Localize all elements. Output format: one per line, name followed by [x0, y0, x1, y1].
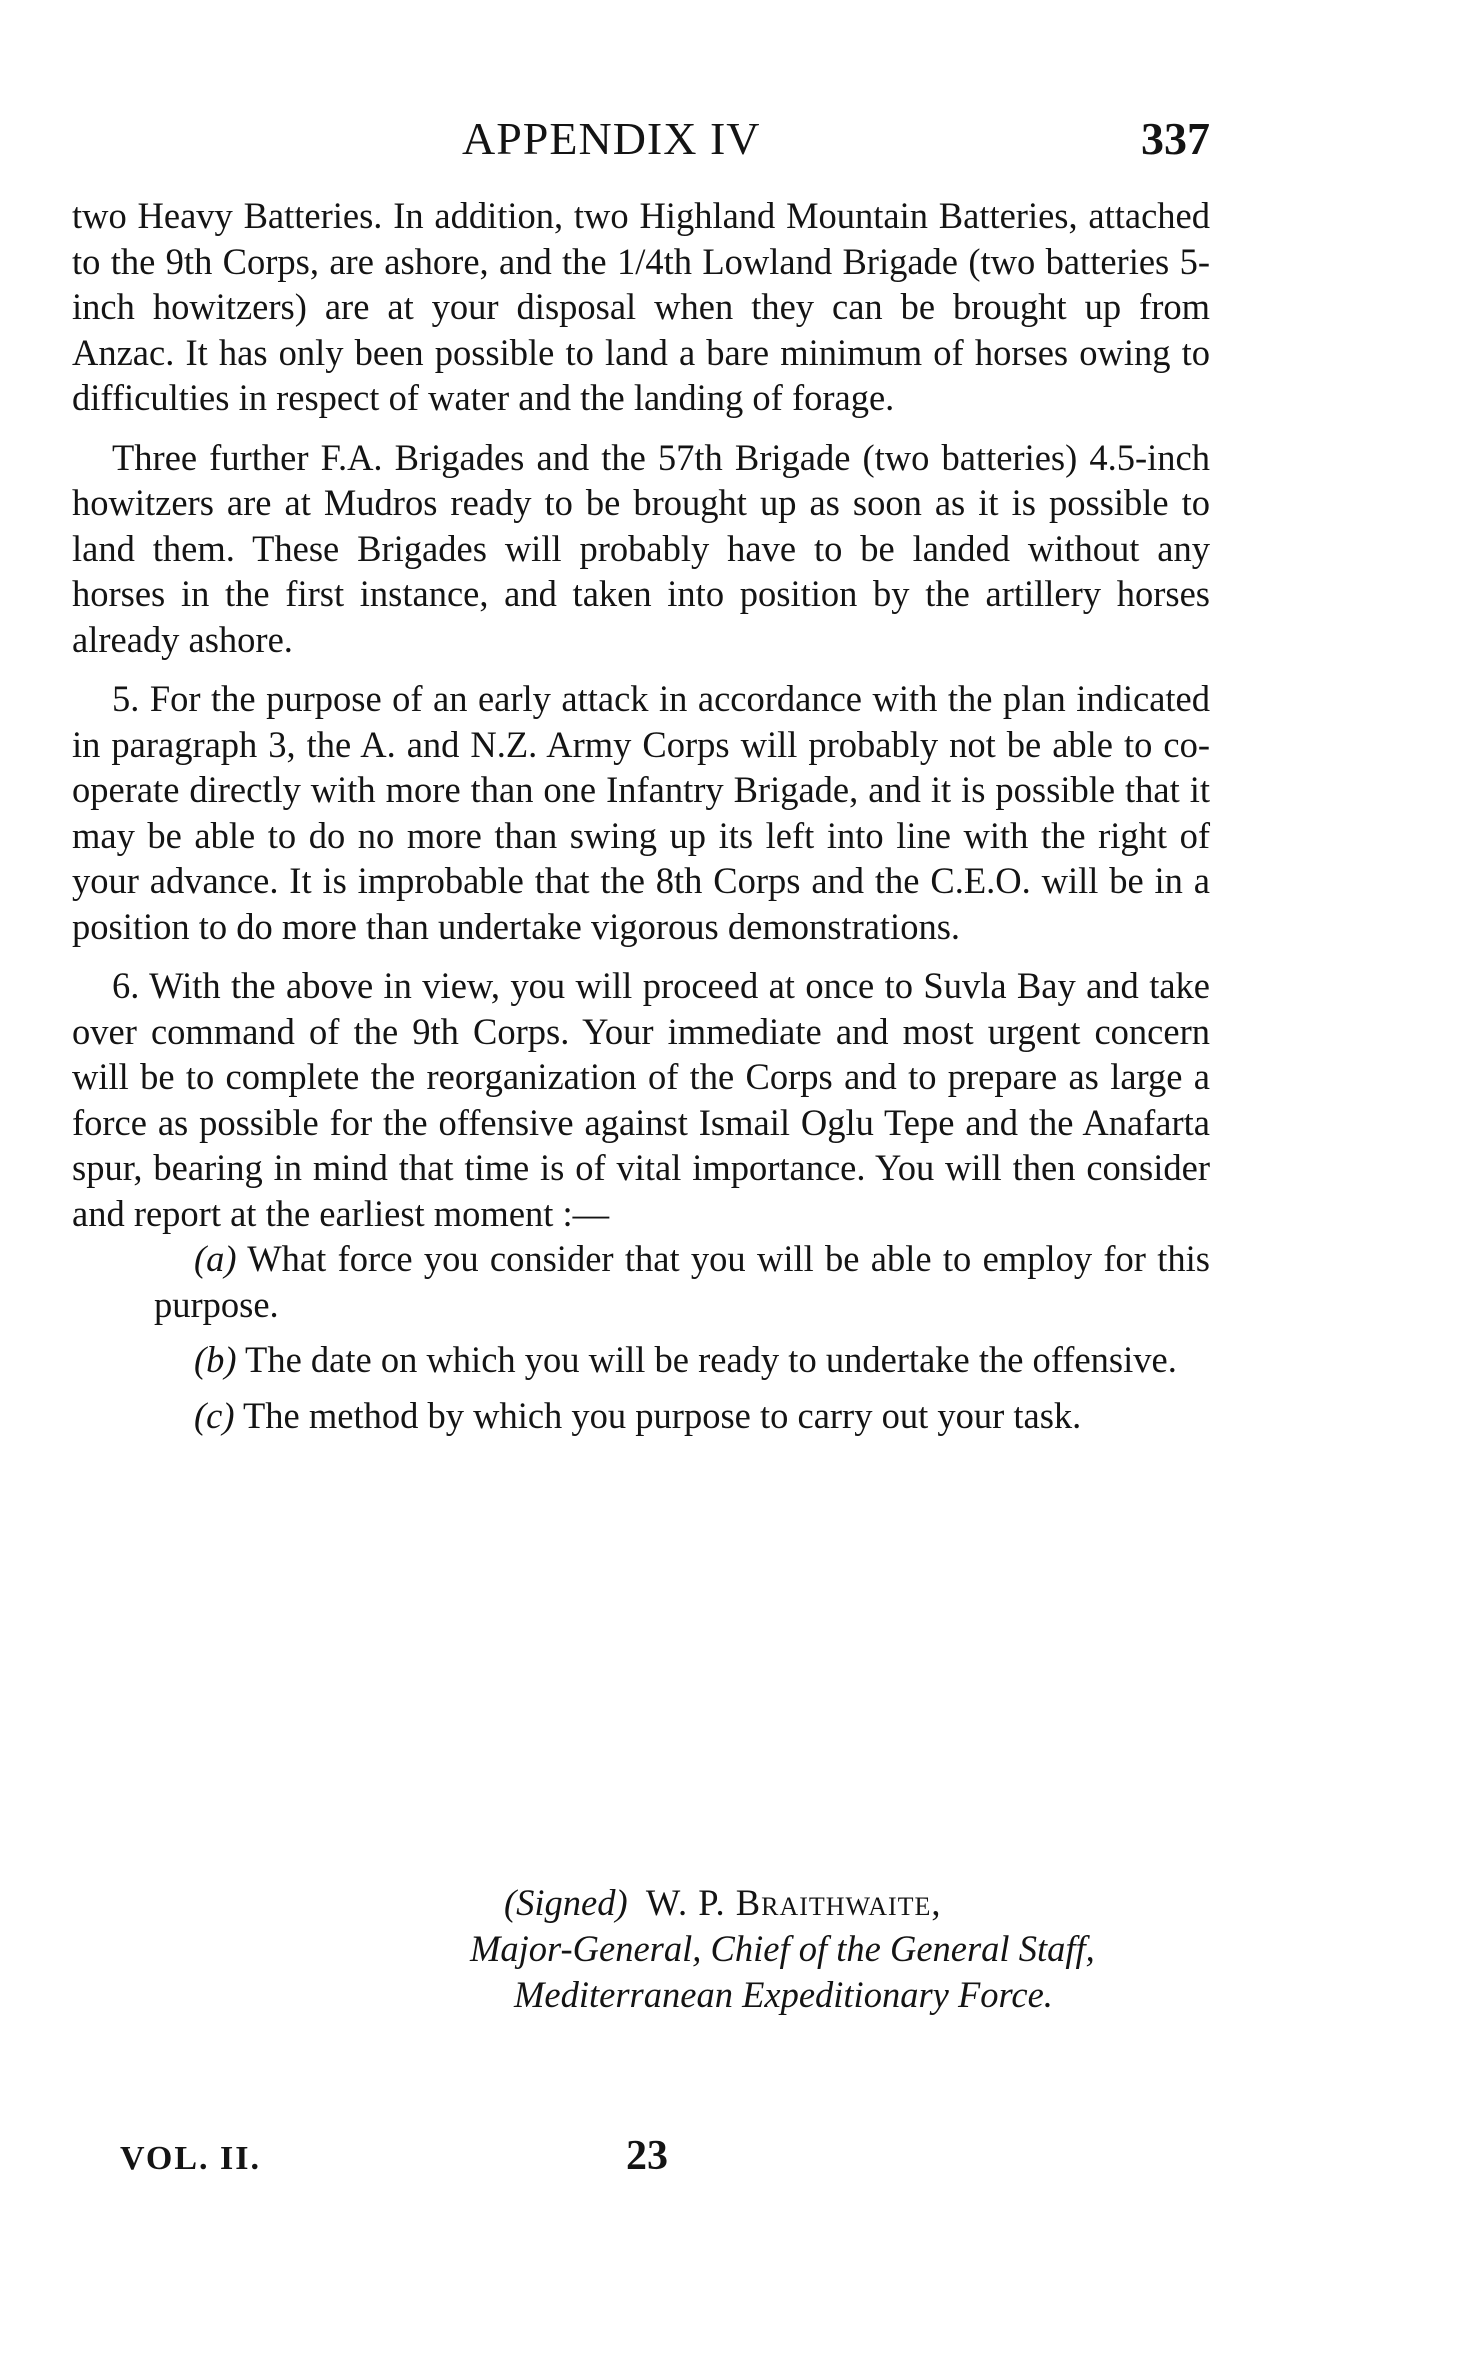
signatory-force: Mediterranean Expeditionary Force.	[514, 1974, 1053, 2015]
volume-label: VOL. II.	[120, 2140, 261, 2177]
paragraph-6: 6. With the above in view, you will proceed at once to Suvla Bay and take over command of the 9th Corps. Your immediate and most urgent concern will be to complete the reorganization of the Corps and to prepare as large a force as possible for the offensive against Ismail Oglu Tepe and the Anafarta spur, bearing in mind that time is of vital importance. You will then consider and report at the earliest moment :—	[72, 965, 1210, 1234]
list-item-a	[72, 1236, 1210, 1327]
paragraph-continuation: two Heavy Batteries. In addition, two Highland Mountain Batteries, attached to the 9th Corps, are ashore, and the 1/4th Lowland Brigade (two batteries 5-inch howitzers) are at your disposal when they can be brought up from Anzac. It has only been possible to land a bare minimum of horses owing to difficulties in respect of water and the landing of forage.	[72, 195, 1210, 418]
paragraph-5: 5. For the purpose of an early attack in accordance with the plan indicated in paragraph 3, the A. and N.Z. Army Corps will probably not be able to co-operate directly with more than one Infantry Brigade, and it is possible that it may be able to do no more than swing up its left into line with the right of your advance. It is improbable that the 8th Corps and the C.E.O. will be in a position to do more than undertake vigorous demonstrations.	[72, 678, 1210, 947]
list-item-text: What force you consider that you will be able to employ for this purpose.	[154, 1238, 1211, 1325]
page-number: 337	[1141, 113, 1210, 164]
list-item-text: The method by which you purpose to carry out your task.	[242, 1394, 1082, 1436]
running-header	[72, 112, 1210, 172]
list-item-label: (a)	[194, 1238, 237, 1279]
signatory-title: Major-General, Chief of the General Staff,	[470, 1928, 1095, 1969]
list-item-label: (c)	[194, 1394, 235, 1436]
signature-mark: 23	[626, 2133, 668, 2179]
header-title: APPENDIX IV	[462, 113, 761, 164]
list-item-text: The date on which you will be ready to undertake the offensive.	[245, 1339, 1177, 1380]
list-item-b	[72, 1337, 1210, 1383]
list-item-label: (b)	[194, 1339, 237, 1380]
signature-line	[470, 1880, 1230, 1926]
body-text	[72, 193, 1210, 1438]
paragraph-field-artillery: Three further F.A. Brigades and the 57th Brigade (two batteries) 4.5-inch howitzers are at Mudros ready to be brought up as soon as it is possible to land them. These Brigades will probably have to be landed without any horses in the first instance, and taken into position by the artillery horses already ashore.	[72, 436, 1210, 660]
list-item-c	[72, 1393, 1210, 1439]
signature-block	[470, 1880, 1230, 2018]
signed-label: (Signed)	[504, 1882, 628, 1923]
signatory-name: W. P. Braithwaite,	[645, 1882, 942, 1923]
